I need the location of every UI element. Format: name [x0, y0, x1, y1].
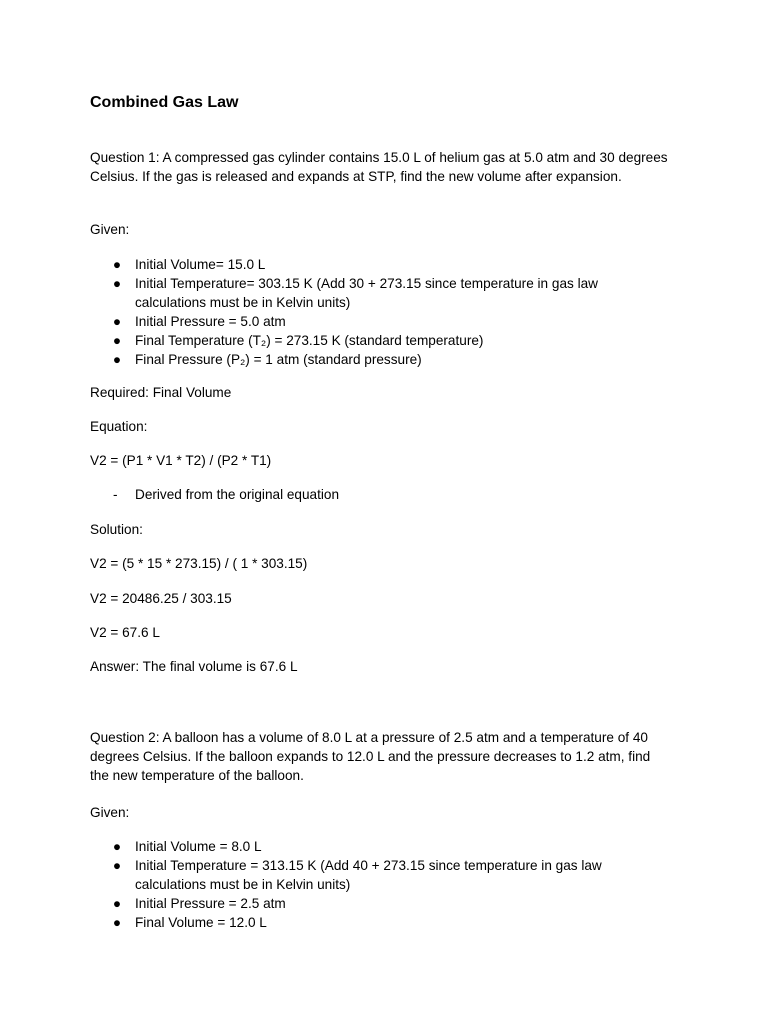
dash-bullet: - [113, 487, 118, 502]
bullet-icon: ● [112, 896, 122, 911]
q2-question: Question 2: A balloon has a volume of 8.0 L at a pressure of 2.5 atm and a temperature of 40 degrees Celsius. If the balloon expands to 12.0 L and the pressure decreases to 1.2 atm, find the new temperature of the balloon. [90, 730, 651, 783]
list-item: ● Initial Temperature = 313.15 K (Add 40 + 273.15 since temperature in gas law calculations must be in Kelvin units) [112, 858, 602, 892]
bullet-icon: ● [112, 915, 122, 930]
bullet-icon: ● [112, 858, 122, 873]
bullet-icon: ● [112, 839, 122, 854]
q1-equation-label: Equation: [90, 419, 148, 434]
list-item: ● Initial Pressure = 5.0 atm [112, 314, 286, 329]
q1-equation: V2 = (P1 * V1 * T2) / (P2 * T1) [90, 453, 272, 468]
list-item: ● Initial Pressure = 2.5 atm [112, 896, 286, 911]
q1-solution-step: V2 = 20486.25 / 303.15 [90, 591, 232, 606]
bullet-icon: ● [112, 257, 122, 272]
q1-given-label: Given: [90, 222, 130, 237]
q2-given-label: Given: [90, 805, 130, 820]
document-title: Combined Gas Law [90, 94, 239, 111]
list-item: ● Initial Volume= 15.0 L [112, 257, 266, 272]
q1-given-list [90, 255, 670, 369]
q1-solution-step: V2 = (5 * 15 * 273.15) / ( 1 * 303.15) [90, 556, 308, 571]
q1-solution-label: Solution: [90, 522, 143, 537]
list-item: ● Initial Temperature= 303.15 K (Add 30 + 273.15 since temperature in gas law calculations must be in Kelvin units) [112, 276, 598, 310]
q2-given-list [90, 837, 670, 932]
list-item: ● Final Temperature (T₂) = 273.15 K (standard temperature) [112, 333, 484, 348]
q1-equation-note: - Derived from the original equation [113, 487, 340, 502]
bullet-icon: ● [112, 352, 122, 367]
list-item: ● Initial Volume = 8.0 L [112, 839, 262, 854]
q1-question: Question 1: A compressed gas cylinder contains 15.0 L of helium gas at 5.0 atm and 30 degrees Celsius. If the gas is released and expands at STP, find the new volume after expansion. [90, 150, 668, 184]
list-item: ● Final Volume = 12.0 L [112, 915, 267, 930]
bullet-icon: ● [112, 333, 122, 348]
q1-required: Required: Final Volume [90, 385, 232, 400]
bullet-icon: ● [112, 276, 122, 291]
q1-solution-step: V2 = 67.6 L [90, 625, 160, 640]
list-item: ● Final Pressure (P₂) = 1 atm (standard pressure) [112, 352, 422, 367]
bullet-icon: ● [112, 314, 122, 329]
q1-answer: Answer: The final volume is 67.6 L [90, 659, 298, 674]
